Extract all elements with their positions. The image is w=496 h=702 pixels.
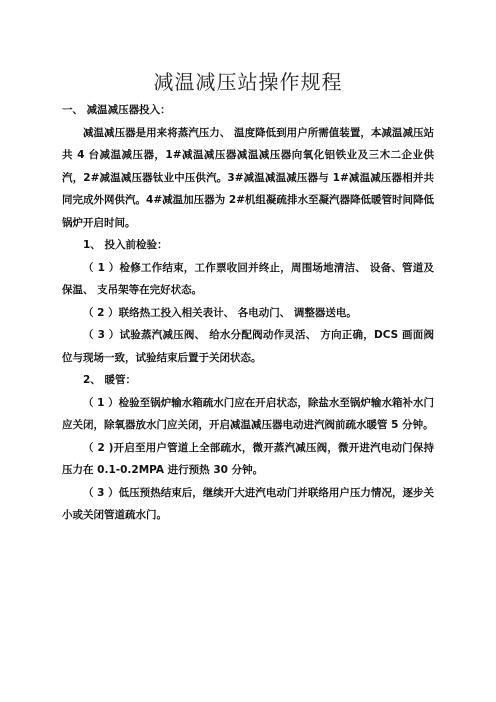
warmup-item-3: （ 3 ）低压预热结束后，继续开大进汽电动门并联络用户压力情况，逐步关小或关闭管道疏水门。 — [62, 486, 434, 521]
inspection-item-2: （ 2 ）联络热工投入相关表计、 各电动门、 调整器送电。 — [83, 306, 357, 319]
inspection-item-1: （ 1 ）检修工作结束，工作票收回并终止，周围场地清洁、 设备、管道及保温、 支吊架等在完好状态。 — [62, 261, 434, 296]
inspection-item-3: （ 3 ）试验蒸汽减压阀、 给水分配阀动作灵活、 方向正确，DCS 画面阀位与现场一致，试验结束后置于关闭状态。 — [62, 329, 434, 364]
subsection-heading-inspection: 1、 投入前检验： — [83, 239, 168, 251]
subsection-heading-warmup: 2、 暖管： — [83, 374, 136, 386]
document-body — [62, 99, 434, 527]
warmup-item-1: （ 1 ）检验至锅炉输水箱疏水门应在开启状态，除盐水至锅炉输水箱补水门应关闭，除氧器放水门应关闭，开启减温减压器电动进汽阀前疏水暖管 5 分钟。 — [62, 396, 434, 431]
section-heading-1: 一、 减温减压器投入： — [62, 104, 171, 116]
document-title: 减温减压站操作规程 — [153, 70, 343, 94]
warmup-item-2: （ 2 )开启至用户管道上全部疏水，微开蒸汽减压阀，微开进汽电动门保持压力在 0.1-0.2MPA 进行预热 30 分钟。 — [62, 441, 434, 476]
intro-paragraph: 减温减压器是用来将蒸汽压力、 温度降低到用户所需值装置，本减温减压站共 4 台减温减压器，1#减温减压器减温减压器向氧化铝铁业及三木二企业供汽，2#减温减压器钛业中压供汽。3#减温减温减压器与 1#减温减压器相并共同完成外网供汽。4#减温加压器为 2#机组凝疏排水至凝汽器降低暖管时间降低锅炉开启时间。 — [62, 126, 434, 229]
